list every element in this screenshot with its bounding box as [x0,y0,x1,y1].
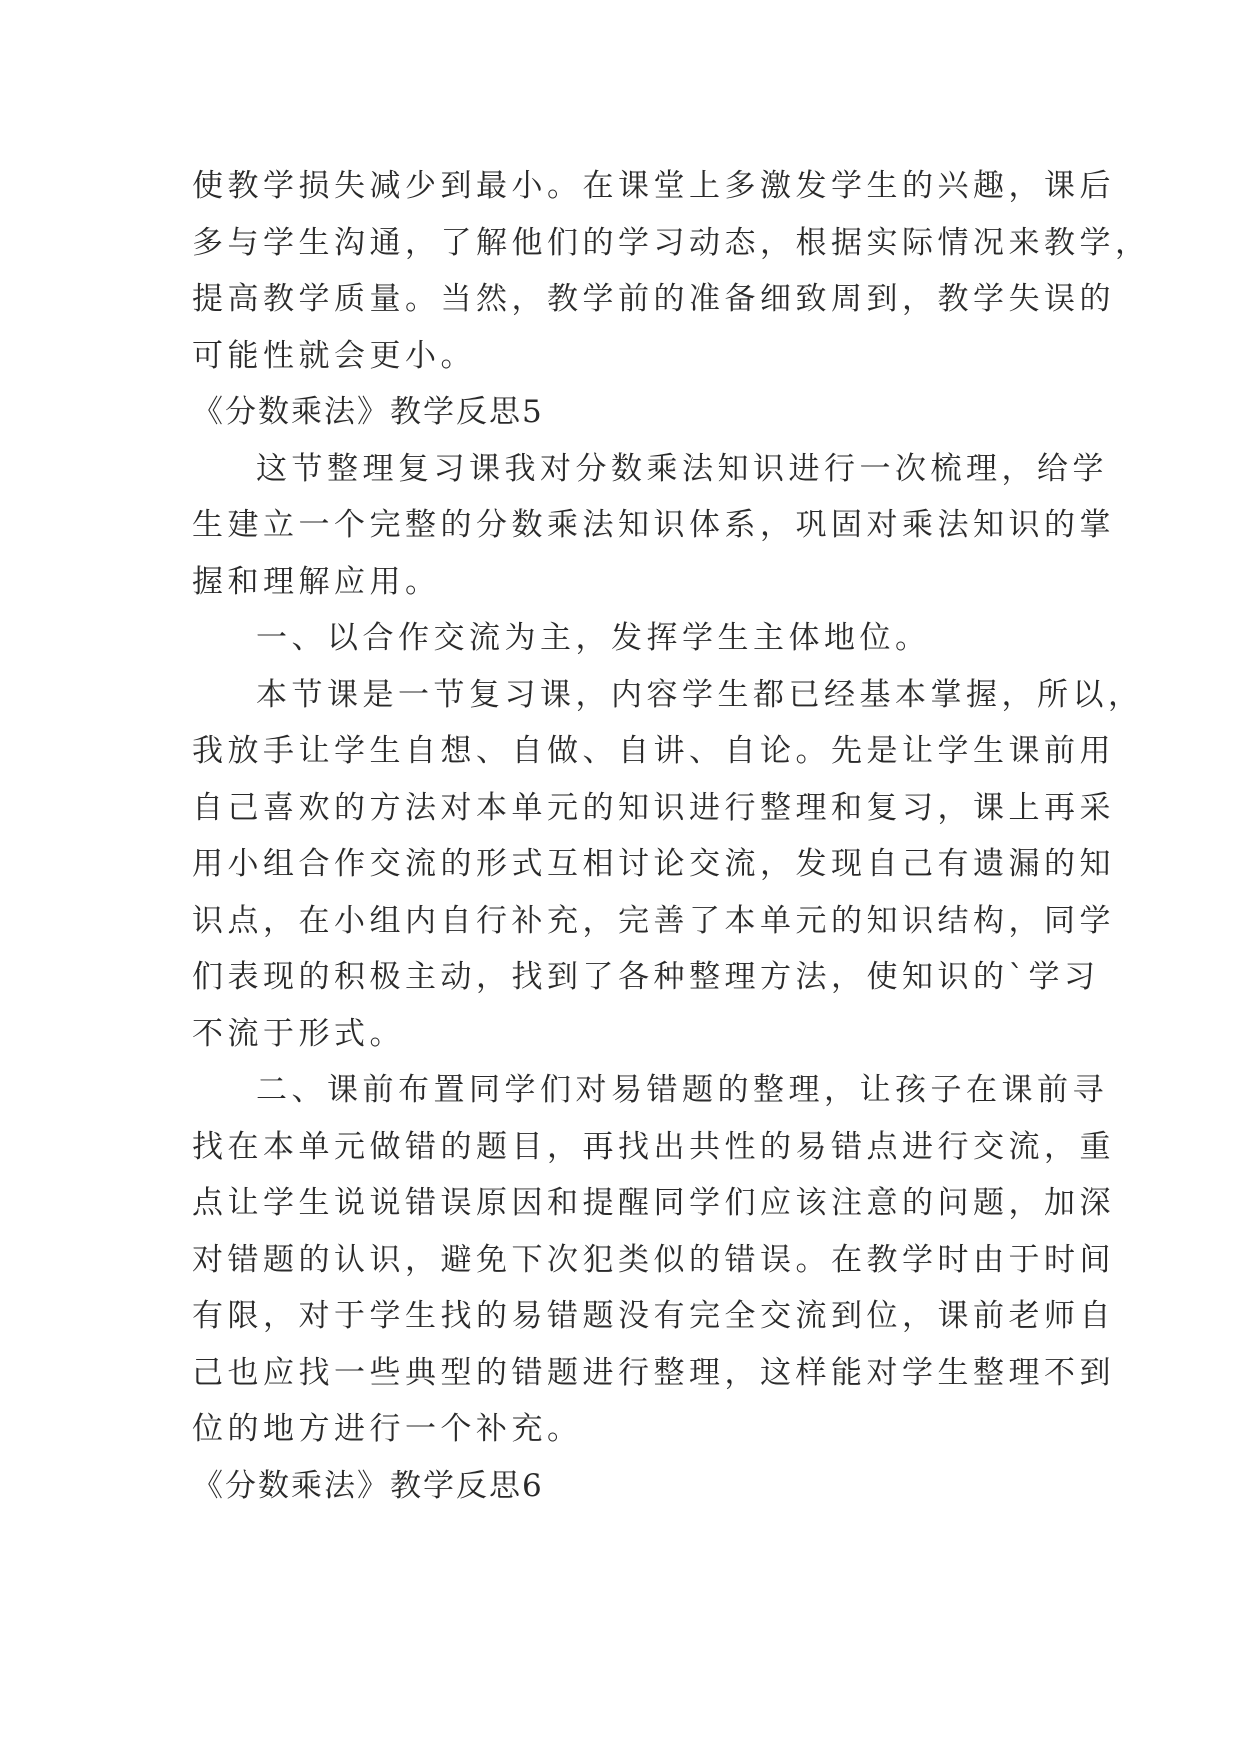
paragraph-line: 二、课前布置同学们对易错题的整理，让孩子在课前寻 [256,1072,1108,1108]
paragraph-line: 一、以合作交流为主，发挥学生主体地位。 [256,620,931,656]
paragraph-line: 识点，在小组内自行补充，完善了本单元的知识结构，同学 [192,902,1115,939]
paragraph-line: 点让学生说说错误原因和提醒同学们应该注意的问题，加深 [192,1185,1115,1221]
paragraph-line: 使教学损失减少到最小。在课堂上多激发学生的兴趣，课后 [192,168,1115,204]
paragraph-line: 对错题的认识，避免下次犯类似的错误。在教学时由于时间 [192,1241,1115,1278]
section-heading: 《分数乘法》教学反思5 [192,394,544,430]
paragraph-line: 自己喜欢的方法对本单元的知识进行整理和复习，课上再采 [192,789,1115,826]
paragraph-line: 们表现的积极主动，找到了各种整理方法，使知识的`学习 [192,959,1100,995]
paragraph-line: 己也应找一些典型的错题进行整理，这样能对学生整理不到 [192,1354,1115,1391]
paragraph-line: 提高教学质量。当然，教学前的准备细致周到，教学失误的 [192,281,1115,317]
paragraph-line: 可能性就会更小。 [192,337,476,374]
paragraph-line: 本节课是一节复习课，内容学生都已经基本掌握，所以， [256,676,1144,713]
paragraph-line: 这节整理复习课我对分数乘法知识进行一次梳理，给学 [256,450,1108,487]
paragraph-line: 生建立一个完整的分数乘法知识体系，巩固对乘法知识的掌 [192,507,1115,543]
paragraph-line: 用小组合作交流的形式互相讨论交流，发现自己有遗漏的知 [192,846,1115,882]
paragraph-line: 有限，对于学生找的易错题没有完全交流到位，课前老师自 [192,1298,1115,1334]
paragraph-line: 找在本单元做错的题目，再找出共性的易错点进行交流，重 [192,1128,1115,1165]
section-heading: 《分数乘法》教学反思6 [192,1467,544,1504]
paragraph-line: 多与学生沟通，了解他们的学习动态，根据实际情况来教学， [192,224,1151,261]
document-body [192,158,1151,1514]
paragraph-line: 位的地方进行一个补充。 [192,1411,583,1447]
paragraph-line: 我放手让学生自想、自做、自讲、自论。先是让学生课前用 [192,733,1115,769]
paragraph-line: 握和理解应用。 [192,563,441,600]
paragraph-line: 不流于形式。 [192,1015,405,1052]
